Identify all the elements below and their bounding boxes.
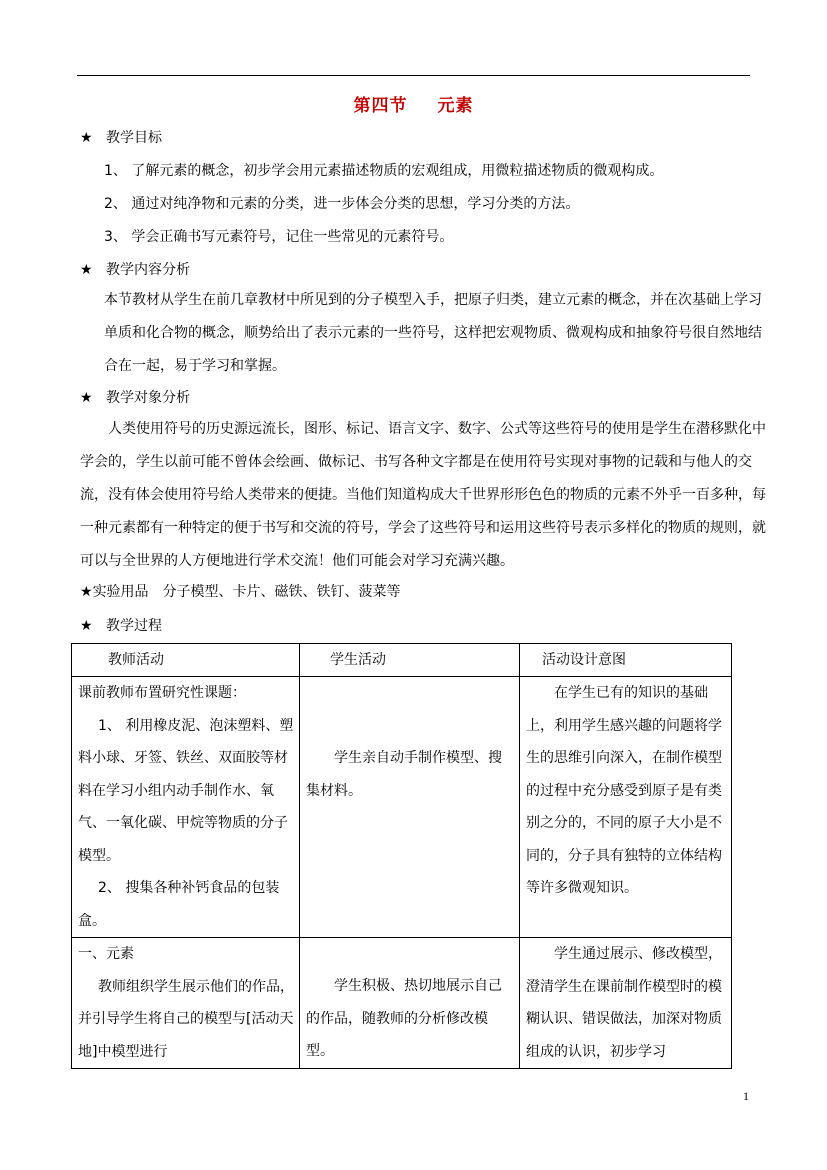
materials-items: 分子模型、卡片、磁铁、铁钉、菠菜等: [162, 584, 401, 600]
teacher-text: 教师组织学生展示他们的作品，并引导学生将自己的模型与[活动天地]中模型进行: [78, 978, 294, 1060]
page-number: 1: [743, 1089, 749, 1103]
page-title: [0, 91, 827, 116]
header-student: 学生活动: [300, 644, 520, 677]
student-activity: 学生亲自动手制作模型、搜集材料。: [306, 750, 502, 799]
header-rule: [77, 75, 750, 76]
star-icon: ★: [80, 584, 93, 600]
student-cell: [300, 677, 520, 938]
intent-cell: [520, 938, 732, 1069]
table-row: [72, 677, 732, 938]
star-icon: ★: [80, 262, 93, 278]
materials-heading: 实验用品: [92, 584, 149, 600]
student-activity: 学生积极、热切地展示自己的作品，随教师的分析修改模型。: [306, 978, 502, 1059]
student-cell: [300, 938, 520, 1069]
design-intent: 在学生已有的知识的基础上，利用学生感兴趣的问题将学生的思维引向深入，在制作模型的过程中充分感受到原子是有类别之分的，不同的原子大小是不同的，分子具有独特的立体结构等许多微观知识。: [526, 685, 722, 896]
table-row: [72, 938, 732, 1069]
students-heading: ★ 教学对象分析: [80, 390, 190, 406]
goals-heading: ★ 教学目标: [80, 130, 162, 146]
intent-cell: [520, 677, 732, 938]
table-header-row: [72, 644, 732, 677]
goal-item: 1、 了解元素的概念，初步学会用元素描述物质的宏观组成，用微粒描述物质的微观构成。: [104, 163, 664, 179]
teacher-intro: 课前教师布置研究性课题：: [78, 685, 246, 701]
goal-item: 3、 学会正确书写元素符号，记住一些常见的元素符号。: [104, 229, 454, 245]
goal-item: 2、 通过对纯净物和元素的分类，进一步体会分类的思想，学习分类的方法。: [104, 196, 580, 212]
teacher-cell: [72, 938, 300, 1069]
students-analysis-text: 人类使用符号的历史源远流长，图形、标记、语言文字、数字、公式等这些符号的使用是学生在潜移默化中学会的，学生以前可能不曾体会绘画、做标记、书写各种文字都是在使用符号实现对事物的记载和与他人的交流，没有体会使用符号给人类带来的便捷。当他们知道构成大千世界形形色色的物质的元素不外乎一百多种，每一种元素都有一种特定的便于书写和交流的符号，学会了这些符号和运用这些符号表示多样化的物质的规则，就可以与全世界的人方便地进行学术交流！他们可能会对学习充满兴趣。: [80, 421, 766, 569]
star-icon: ★: [80, 390, 93, 406]
content-analysis-text: 本节教材从学生在前几章教材中所见到的分子模型入手，把原子归类，建立元素的概念，并在次基础上学习单质和化合物的概念，顺势给出了表示元素的一些符号，这样把宏观物质、微观构成和抽象符号很自然地结合在一起，易于学习和掌握。: [104, 292, 762, 374]
star-icon: ★: [80, 618, 93, 634]
content-heading: ★ 教学内容分析: [80, 262, 190, 278]
title-topic: 元素: [437, 96, 474, 116]
teacher-cell: [72, 677, 300, 938]
teacher-heading: 一、元素: [78, 946, 134, 962]
teacher-item: 2、 搜集各种补钙食品的包装盒。: [78, 880, 280, 929]
star-icon: ★: [80, 130, 93, 146]
header-intent: 活动设计意图: [520, 644, 732, 677]
design-intent: 学生通过展示、修改模型，澄清学生在课前制作模型时的模糊认识、错误做法，加深对物质组成的认识，初步学习: [526, 946, 722, 1060]
teacher-item: 1、 利用橡皮泥、泡沫塑料、塑料小球、牙签、铁丝、双面胶等材料在学习小组内动手制作水、氧气、一氧化碳、甲烷等物质的分子模型。: [78, 717, 294, 864]
process-heading: ★ 教学过程: [80, 618, 162, 634]
materials-line: [80, 582, 401, 602]
header-teacher: 教师活动: [72, 644, 300, 677]
teaching-process-table: [71, 643, 732, 1069]
title-section-number: 第四节: [353, 96, 408, 116]
